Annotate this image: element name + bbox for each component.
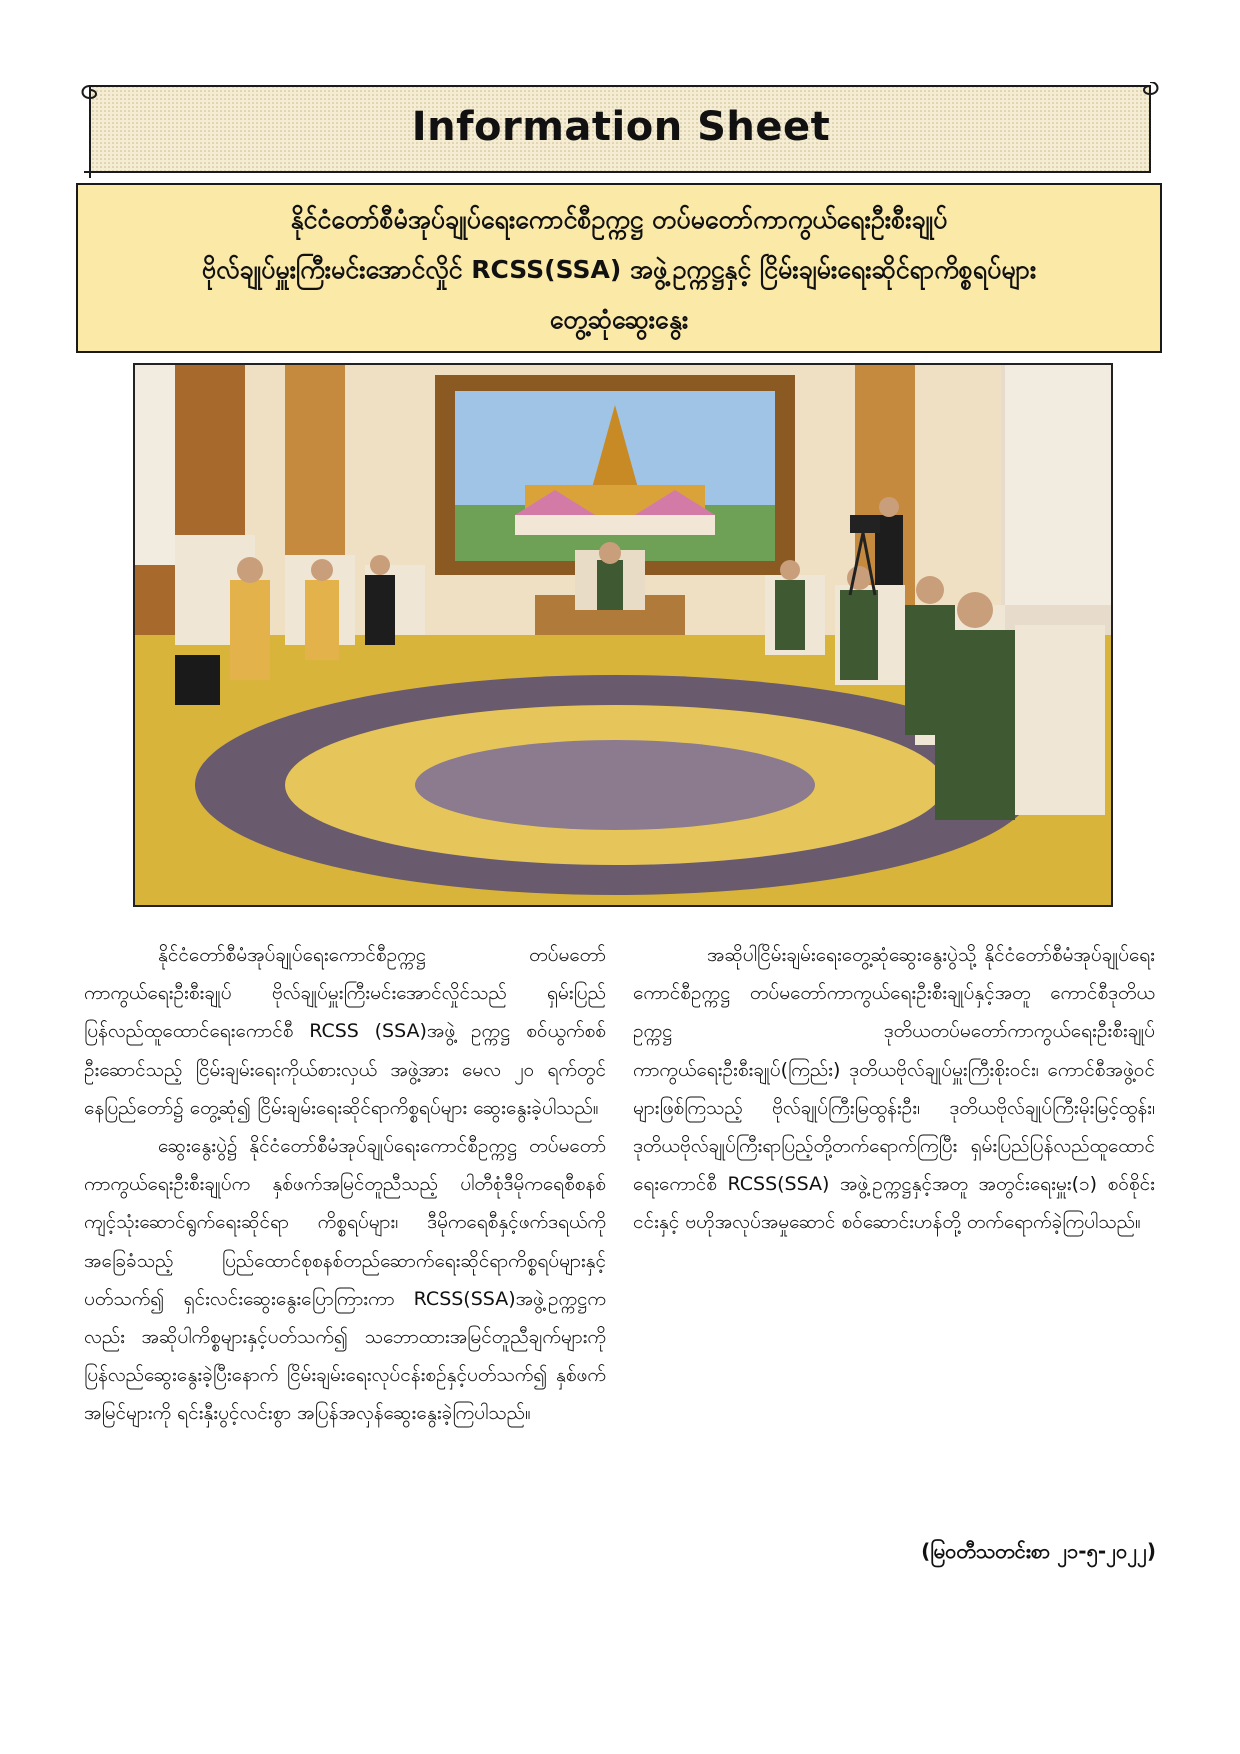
headline-box [76,183,1162,353]
body-column-right [633,936,1155,1242]
scroll-banner [80,82,1162,182]
headline-line-3: တွေ့ဆုံဆွေးနွေး [549,305,689,334]
headline-line-1: နိုင်ငံတော်စီမံအုပ်ချုပ်ရေးကောင်စီဥက္ကဋ္ဌ တပ်မတော်ကာကွယ်ရေးဦးစီးချုပ် [290,205,948,234]
paragraph-right-1: အဆိုပါငြိမ်းချမ်းရေးတွေ့ဆုံဆွေးနွေးပွဲသို့ နိုင်ငံတော်စီမံအုပ်ချုပ်ရေးကောင်စီဥက္ကဋ္ဌ တပ်မတော်ကာကွယ်ရေးဦးစီးချုပ်နှင့်အတူ ကောင်စီဒုတိယဥက္ကဋ္ဌ ဒုတိယတပ်မတော်ကာကွယ်ရေးဦးစီးချုပ် ကာကွယ်ရေးဦးစီးချုပ်(ကြည်း) ဒုတိယဗိုလ်ချုပ်မှူးကြီးစိုးဝင်း၊ ကောင်စီအဖွဲ့ဝင်များဖြစ်ကြသည့် ဗိုလ်ချုပ်ကြီးမြထွန်းဦး၊ ဒုတိယဗိုလ်ချုပ်ကြီးမိုးမြင့်ထွန်း၊ ဒုတိယဗိုလ်ချုပ်ကြီးရာပြည့်တို့တက်ရောက်ကြပြီး ရှမ်းပြည်ပြန်လည်ထူထောင်ရေးကောင်စီ RCSS(SSA) အဖွဲ့ဥက္ကဋ္ဌနှင့်အတူ အတွင်းရေးမှူး(၁) စဝ်စိုင်းငင်းနှင့် ဗဟိုအလုပ်အမှုဆောင် စဝ်ဆောင်းဟန်တို့ တက်ရောက်ခဲ့ကြပါသည်။ [633,944,1155,1234]
paragraph-left-2: ဆွေးနွေးပွဲ၌ နိုင်ငံတော်စီမံအုပ်ချုပ်ရေးကောင်စီဥက္ကဋ္ဌ တပ်မတော်ကာကွယ်ရေးဦးစီးချုပ်က နှစ်ဖက်အမြင်တူညီသည့် ပါတီစုံဒီမိုကရေစီစနစ်ကျင့်သုံးဆောင်ရွက်ရေးဆိုင်ရာ ကိစ္စရပ်များ၊ ဒီမိုကရေစီနှင့်ဖက်ဒရယ်ကို အခြေခံသည့် ပြည်ထောင်စုစနစ်တည်ဆောက်ရေးဆိုင်ရာကိစ္စရပ်များနှင့်ပတ်သက်၍ ရှင်းလင်းဆွေးနွေးပြောကြားကာ RCSS(SSA)အဖွဲ့ဥက္ကဋ္ဌကလည်း အဆိုပါကိစ္စများနှင့်ပတ်သက်၍ သဘောထားအမြင်တူညီချက်များကို ပြန်လည်ဆွေးနွေးခဲ့ပြီးနောက် ငြိမ်းချမ်းရေးလုပ်ငန်းစဉ်နှင့်ပတ်သက်၍ နှစ်ဖက်အမြင်များကို ရင်းနှီးပွင့်လင်းစွာ အပြန်အလှန်ဆွေးနွေးခဲ့ကြပါသည်။ [84,1135,606,1425]
page-title: Information Sheet [411,104,831,150]
source-citation: (မြဝတီသတင်းစာ ၂၁-၅-၂၀၂၂) [921,1539,1156,1563]
body-column-left [84,936,606,1433]
meeting-photo [133,363,1113,907]
meeting-photo-illustration [135,365,1111,905]
paragraph-left-1: နိုင်ငံတော်စီမံအုပ်ချုပ်ရေးကောင်စီဥက္ကဋ္ဌ တပ်မတော်ကာကွယ်ရေးဦးစီးချုပ် ဗိုလ်ချုပ်မှူးကြီးမင်းအောင်လှိုင်သည် ရှမ်းပြည်ပြန်လည်ထူထောင်ရေးကောင်စီ RCSS (SSA)အဖွဲ့ ဥက္ကဋ္ဌ စဝ်ယွက်စစ် ဦးဆောင်သည့် ငြိမ်းချမ်းရေးကိုယ်စားလှယ် အဖွဲ့အား မေလ ၂၀ ရက်တွင် နေပြည်တော်၌ တွေ့ဆုံ၍ ငြိမ်းချမ်းရေးဆိုင်ရာကိစ္စရပ်များ ဆွေးနွေးခဲ့ပါသည်။ [84,944,606,1119]
headline-line-2: ဗိုလ်ချုပ်မှူးကြီးမင်းအောင်လှိုင် RCSS(SSA) အဖွဲ့ဥက္ကဋ္ဌနှင့် ငြိမ်းချမ်းရေးဆိုင်ရာကိစ္စရပ်များ [201,255,1037,284]
